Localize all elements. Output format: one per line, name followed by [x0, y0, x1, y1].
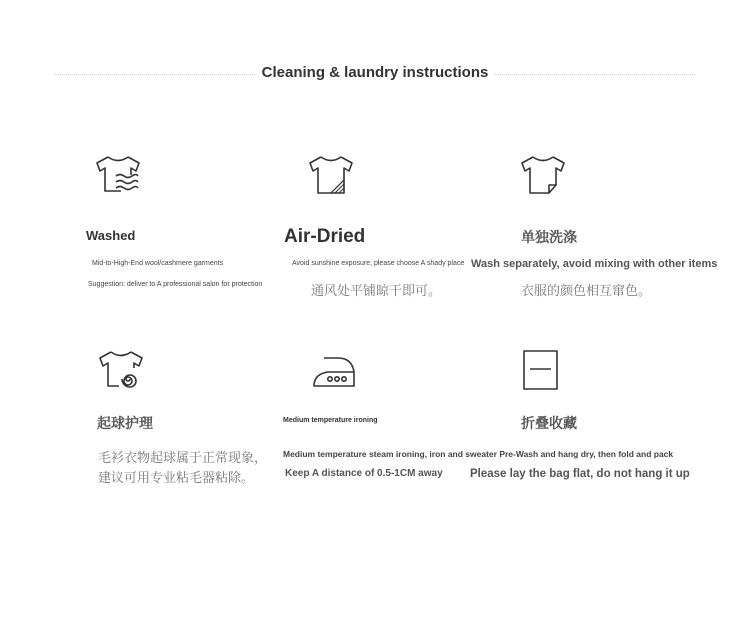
- section-title: Cleaning & laundry instructions: [261, 64, 489, 81]
- card-heading-separate: 单独洗涤: [521, 229, 577, 245]
- card-heading-air-dried: Air-Dried: [284, 226, 366, 247]
- card-text-separate-2: 衣服的颜色相互窜色。: [521, 283, 652, 298]
- card-text-air-dried-2: 通风处平铺晾干即可。: [311, 283, 442, 298]
- card-text-air-dried-1: Avoid sunshine exposure, please choose A shady place: [292, 260, 465, 267]
- shirt-wash-icon: [94, 155, 142, 197]
- shirt-pilling-icon: [97, 350, 145, 392]
- shirt-separate-icon: [519, 155, 567, 197]
- card-text-ironing-2: Keep A distance of 0.5-1CM away: [285, 468, 443, 479]
- card-heading-ironing: Medium temperature ironing: [283, 417, 378, 424]
- section-header: [55, 62, 695, 86]
- fold-flat-icon: [517, 349, 565, 391]
- card-text-washed-1: Mid-to-High-End wool/cashmere garments: [92, 260, 224, 267]
- card-text-fold-2: Please lay the bag flat, do not hang it up: [470, 468, 690, 480]
- card-text-pilling-2: 建议可用专业粘毛器粘除。: [98, 470, 255, 485]
- card-text-pilling-1: 毛衫衣物起球属于正常现象，: [98, 450, 268, 465]
- header-divider-right: [495, 74, 695, 75]
- card-heading-pilling: 起球护理: [97, 415, 153, 431]
- card-heading-washed: Washed: [86, 228, 136, 243]
- shirt-shade-dry-icon: [307, 155, 355, 197]
- card-text-washed-2: Suggestion: deliver to A professional salon for protection: [88, 281, 263, 288]
- card-text-ironing-1: Medium temperature steam ironing, iron and sweater Pre-Wash and hang dry, then fold and pack: [283, 449, 674, 459]
- card-text-separate-1: Wash separately, avoid mixing with other items: [471, 258, 718, 270]
- iron-icon: [310, 352, 358, 394]
- card-heading-fold: 折叠收藏: [521, 415, 577, 431]
